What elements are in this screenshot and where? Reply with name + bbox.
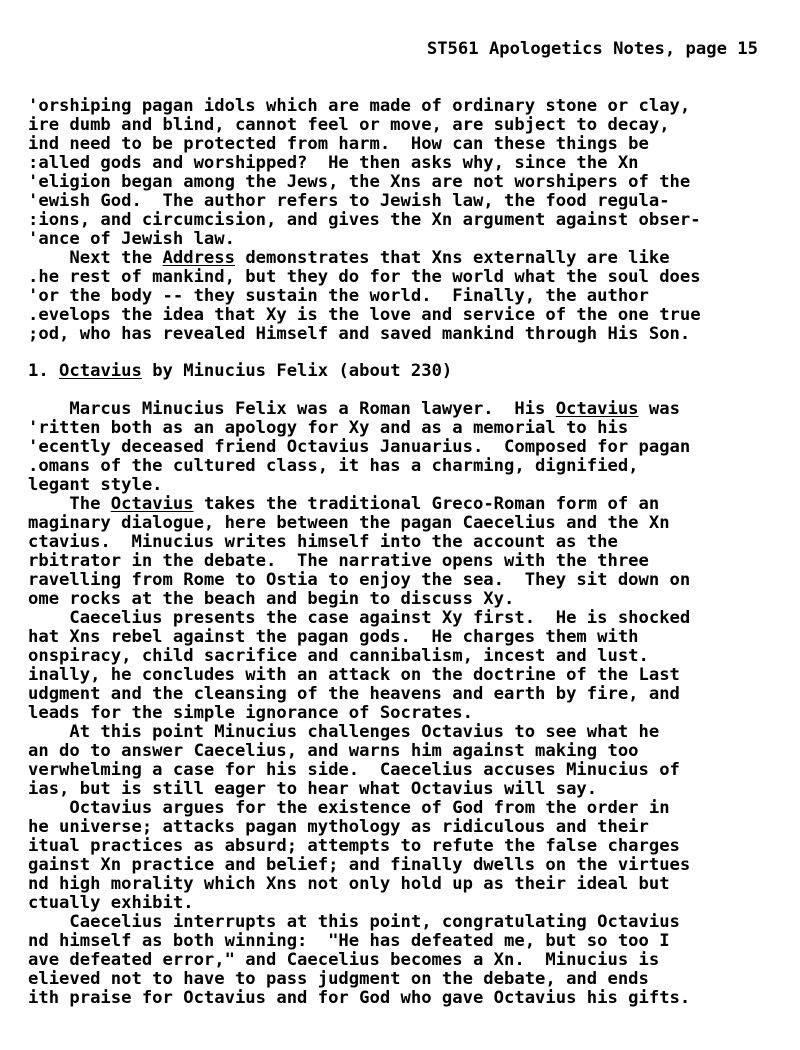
text-line: onspiracy, child sacrifice and cannibalism, incest and lust. xyxy=(28,646,649,666)
text-line: .he rest of mankind, but they do for the world what the soul does xyxy=(28,267,701,287)
text-run: takes the traditional Greco-Roman form of an xyxy=(193,494,660,514)
text-run: Marcus Minucius Felix was a Roman lawyer. His xyxy=(28,399,556,419)
page-header: ST561 Apologetics Notes, page 15 xyxy=(426,39,758,59)
text-line: verwhelming a case for his side. Caecelius accuses Minucius of xyxy=(28,760,680,780)
text-line: inally, he concludes with an attack on the doctrine of the Last xyxy=(28,665,680,685)
text-line: Caecelius presents the case against Xy first. He is shocked xyxy=(28,608,691,628)
text-line: 'or the body -- they sustain the world. Finally, the author xyxy=(28,286,649,306)
text-line: ias, but is still eager to hear what Octavius will say. xyxy=(28,779,598,799)
text-line: gainst Xn practice and belief; and finally dwells on the virtues xyxy=(28,855,691,875)
text-run: Next the xyxy=(28,248,163,268)
address-paragraph-line xyxy=(28,249,670,268)
text-line: legant style. xyxy=(28,475,163,495)
text-line: .omans of the cultured class, it has a charming, dignified, xyxy=(28,456,639,476)
text-line: ctavius. Minucius writes himself into the account as the xyxy=(28,532,618,552)
text-line: ind need to be protected from harm. How can these things be xyxy=(28,134,649,154)
text-line: ith praise for Octavius and for God who gave Octavius his gifts. xyxy=(28,988,691,1008)
section-heading xyxy=(28,362,452,381)
octavius-title: Octavius xyxy=(555,399,639,419)
text-line: .evelops the idea that Xy is the love and service of the one true xyxy=(28,305,701,325)
text-line: 'orshiping pagan idols which are made of ordinary stone or clay, xyxy=(28,96,691,116)
text-line: At this point Minucius challenges Octavius to see what he xyxy=(28,722,660,742)
text-line: Octavius argues for the existence of God from the order in xyxy=(28,798,670,818)
text-line: 'ewish God. The author refers to Jewish law, the food regula- xyxy=(28,191,670,211)
text-line: elieved not to have to pass judgment on the debate, and ends xyxy=(28,969,649,989)
text-line: :alled gods and worshipped? He then asks why, since the Xn xyxy=(28,153,639,173)
address-title: Address xyxy=(162,248,235,268)
text-line: nd himself as both winning: "He has defeated me, but so too I xyxy=(28,931,670,951)
text-run: was xyxy=(638,399,680,419)
text-line: 'ritten both as an apology for Xy and as a memorial to his xyxy=(28,418,629,438)
text-line: maginary dialogue, here between the pagan Caecelius and the Xn xyxy=(28,513,670,533)
text-line: ire dumb and blind, cannot feel or move, are subject to decay, xyxy=(28,115,670,135)
text-line: he universe; attacks pagan mythology as ridiculous and their xyxy=(28,817,649,837)
octavius-title: Octavius xyxy=(110,494,194,514)
text-line: rbitrator in the debate. The narrative opens with the three xyxy=(28,551,649,571)
section-number: 1. xyxy=(28,361,60,381)
text-run: The xyxy=(28,494,111,514)
text-line: leads for the simple ignorance of Socrates. xyxy=(28,703,473,723)
paragraph-first-line xyxy=(28,400,680,419)
text-line: itual practices as absurd; attempts to refute the false charges xyxy=(28,836,680,856)
text-line: an do to answer Caecelius, and warns him against making too xyxy=(28,741,639,761)
text-line: udgment and the cleansing of the heavens and earth by fire, and xyxy=(28,684,680,704)
section-title: Octavius xyxy=(59,361,142,381)
text-line: ravelling from Rome to Ostia to enjoy the sea. They sit down on xyxy=(28,570,691,590)
text-line: Caecelius interrupts at this point, congratulating Octavius xyxy=(28,912,680,932)
text-line: ;od, who has revealed Himself and saved mankind through His Son. xyxy=(28,324,691,344)
text-line: 'ecently deceased friend Octavius Januarius. Composed for pagan xyxy=(28,437,691,457)
section-subtitle: by Minucius Felix (about 230) xyxy=(141,361,453,381)
text-line: 'eligion began among the Jews, the Xns are not worshipers of the xyxy=(28,172,691,192)
text-line: ome rocks at the beach and begin to discuss Xy. xyxy=(28,589,515,609)
text-line: ctually exhibit. xyxy=(28,893,194,913)
text-line: hat Xns rebel against the pagan gods. He charges them with xyxy=(28,627,639,647)
text-run: demonstrates that Xns externally are like xyxy=(234,248,670,268)
paragraph-first-line xyxy=(28,495,659,514)
text-line: nd high morality which Xns not only hold up as their ideal but xyxy=(28,874,670,894)
text-line: ave defeated error," and Caecelius becomes a Xn. Minucius is xyxy=(28,950,660,970)
text-line: 'ance of Jewish law. xyxy=(28,229,235,249)
text-line: :ions, and circumcision, and gives the Xn argument against obser- xyxy=(28,210,701,230)
